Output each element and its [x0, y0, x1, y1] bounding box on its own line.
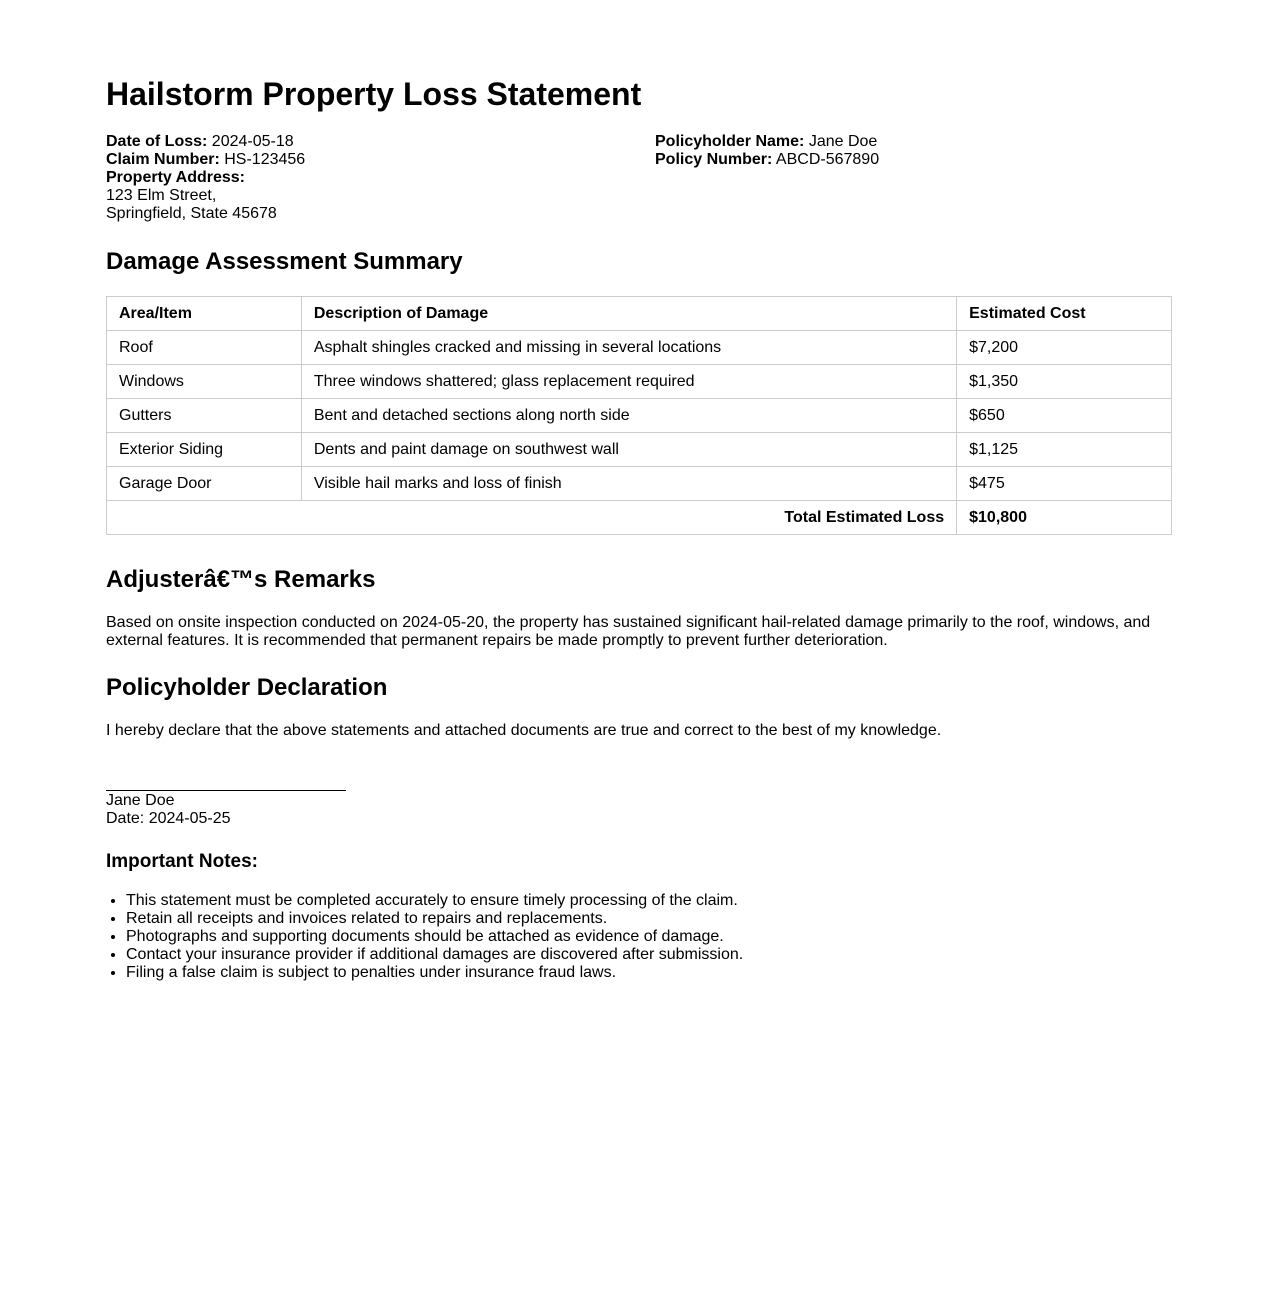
property-address-label: Property Address: [106, 169, 245, 186]
claim-number-label: Claim Number: [106, 151, 220, 168]
date-of-loss-value: 2024-05-18 [211, 133, 294, 150]
policyholder-name-value: Jane Doe [808, 133, 878, 150]
policy-number [655, 151, 1155, 169]
total-row [107, 501, 1172, 535]
claim-info-left [106, 133, 606, 223]
claim-number-value: HS-123456 [224, 151, 306, 168]
cell-cost: $7,200 [957, 331, 1172, 365]
remarks-text: Based on onsite inspection conducted on 2024-05-20, the property has sustained significant hail-related damage primarily to the roof, windows, and external features. It is recommended that permanent repairs be made promptly to prevent further deterioration. [106, 614, 1151, 649]
total-label: Total Estimated Loss [107, 501, 957, 535]
total-value: $10,800 [957, 501, 1172, 535]
signature-line [106, 790, 346, 791]
damage-table [106, 296, 1172, 535]
remarks-heading: Adjusterâ€™s Remarks [106, 566, 376, 593]
cell-area: Windows [107, 365, 302, 399]
list-item: • Filing a false claim is subject to penalties under insurance fraud laws. [126, 964, 743, 982]
cell-description: Visible hail marks and loss of finish [301, 467, 956, 501]
date-of-loss-label: Date of Loss: [106, 133, 208, 150]
table-row [107, 399, 1172, 433]
declaration-text: I hereby declare that the above statements and attached documents are true and correct to the best of my knowledge. [106, 722, 942, 739]
cell-cost: $650 [957, 399, 1172, 433]
claim-info-right [655, 133, 1155, 169]
list-item: • Photographs and supporting documents should be attached as evidence of damage. [126, 928, 743, 946]
cell-description: Asphalt shingles cracked and missing in several locations [301, 331, 956, 365]
cell-description: Three windows shattered; glass replacement required [301, 365, 956, 399]
cell-cost: $475 [957, 467, 1172, 501]
table-row [107, 365, 1172, 399]
policy-number-value: ABCD-567890 [775, 151, 880, 168]
page-title: Hailstorm Property Loss Statement [106, 76, 642, 112]
cell-area: Gutters [107, 399, 302, 433]
list-item: • Retain all receipts and invoices related to repairs and replacements. [126, 910, 743, 928]
claim-number [106, 151, 606, 169]
table-row [107, 467, 1172, 501]
cell-area: Exterior Siding [107, 433, 302, 467]
list-item: • Contact your insurance provider if additional damages are discovered after submission. [126, 946, 743, 964]
cell-cost: $1,350 [957, 365, 1172, 399]
cell-description: Dents and paint damage on southwest wall [301, 433, 956, 467]
notes-list [106, 892, 743, 982]
table-row [107, 331, 1172, 365]
cell-description: Bent and detached sections along north side [301, 399, 956, 433]
declaration-heading: Policyholder Declaration [106, 674, 388, 701]
policyholder-name [655, 133, 1155, 151]
table-row [107, 433, 1172, 467]
column-header-description: Description of Damage [301, 297, 956, 331]
notes-heading: Important Notes: [106, 851, 258, 872]
address-line-1: 123 Elm Street, [106, 187, 217, 204]
signature-block [106, 792, 231, 828]
signed-date: Date: 2024-05-25 [106, 810, 231, 827]
policy-number-label: Policy Number: [655, 151, 773, 168]
column-header-area: Area/Item [107, 297, 302, 331]
policyholder-name-label: Policyholder Name: [655, 133, 805, 150]
date-of-loss [106, 133, 606, 151]
column-header-cost: Estimated Cost [957, 297, 1172, 331]
cell-cost: $1,125 [957, 433, 1172, 467]
cell-area: Garage Door [107, 467, 302, 501]
table-header-row [107, 297, 1172, 331]
signer-name: Jane Doe [106, 792, 175, 809]
damage-section-heading: Damage Assessment Summary [106, 248, 463, 275]
cell-area: Roof [107, 331, 302, 365]
address-line-2: Springfield, State 45678 [106, 205, 277, 222]
list-item: • This statement must be completed accurately to ensure timely processing of the claim. [126, 892, 743, 910]
